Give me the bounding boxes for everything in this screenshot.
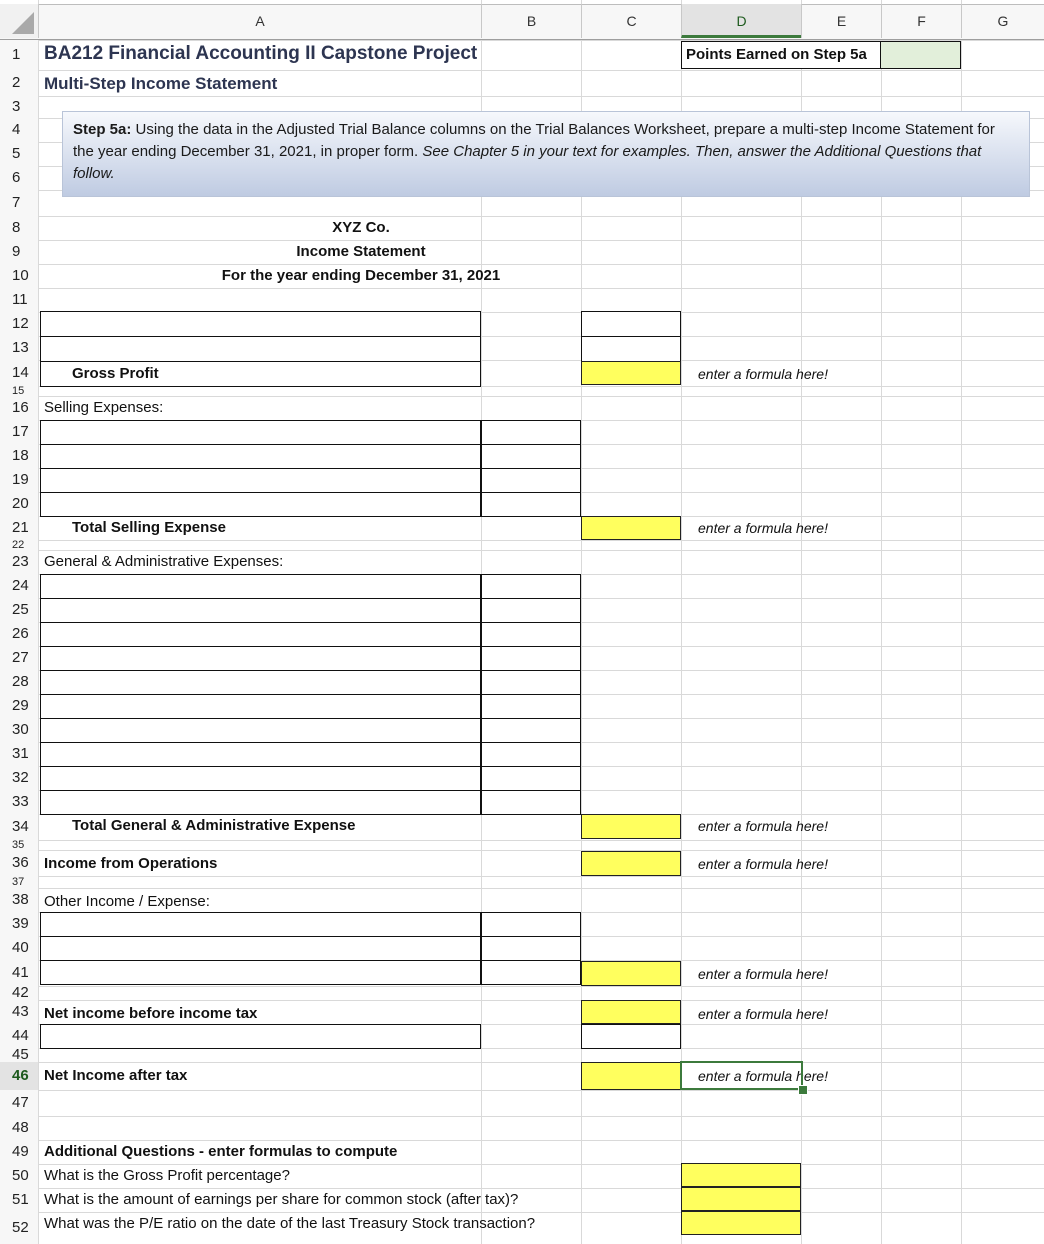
row-header-19[interactable]: 19 (0, 468, 38, 492)
question-eps: What is the amount of earnings per share for common stock (after tax)? (44, 1191, 519, 1208)
revenue-amount-2[interactable] (581, 336, 681, 362)
gross-profit-label: Gross Profit (72, 365, 159, 382)
total-other-cell[interactable] (581, 961, 681, 986)
instructions-italic: See Chapter 5 in your text for examples. Then, answer the Additional Questions that follow. (73, 143, 982, 182)
total-selling-label: Total Selling Expense (72, 519, 226, 536)
other-income-line-3[interactable] (40, 960, 481, 985)
other-income-amount-1[interactable] (481, 912, 581, 937)
row-header-21[interactable]: 21 (0, 516, 38, 540)
gross-profit-cell[interactable] (581, 361, 681, 385)
selling-expenses-label: Selling Expenses: (44, 399, 164, 416)
selling-expense-amount-4[interactable] (481, 492, 581, 517)
row-header-49[interactable]: 49 (0, 1140, 38, 1164)
row-header-30[interactable]: 30 (0, 718, 38, 742)
selling-expense-amount-3[interactable] (481, 468, 581, 493)
column-header-c[interactable]: C (581, 4, 681, 38)
row-header-3[interactable]: 3 (0, 96, 38, 118)
statement-period: For the year ending December 31, 2021 (221, 267, 501, 284)
row-header-40[interactable]: 40 (0, 936, 38, 960)
ga-expense-amount-4[interactable] (481, 646, 581, 671)
selling-expense-amount-2[interactable] (481, 444, 581, 469)
selling-expense-line-2[interactable] (40, 444, 481, 469)
instructions-step: Step 5a: (73, 121, 132, 138)
row-header-47[interactable]: 47 (0, 1090, 38, 1116)
net-income-before-tax-label: Net income before income tax (44, 1005, 258, 1022)
column-header-e[interactable]: E (801, 4, 881, 38)
income-tax-amount[interactable] (581, 1024, 681, 1049)
answer-eps[interactable] (681, 1187, 801, 1211)
row-header-26[interactable]: 26 (0, 622, 38, 646)
net-income-before-tax-cell[interactable] (581, 1000, 681, 1024)
row-header-12[interactable]: 12 (0, 312, 38, 336)
statement-name: Income Statement (296, 243, 426, 260)
ga-expense-amount-3[interactable] (481, 622, 581, 647)
row-header-38[interactable]: 38 (0, 888, 38, 912)
ga-expense-amount-7[interactable] (481, 718, 581, 743)
row-header-52[interactable]: 52 (0, 1212, 38, 1244)
row-header-32[interactable]: 32 (0, 766, 38, 790)
row-header-37[interactable]: 37 (0, 876, 38, 888)
row-header-6[interactable]: 6 (0, 166, 38, 190)
row-header-23[interactable]: 23 (0, 550, 38, 574)
ga-expense-line-5[interactable] (40, 670, 481, 695)
row-header-13[interactable]: 13 (0, 336, 38, 360)
row-header-50[interactable]: 50 (0, 1164, 38, 1188)
income-tax-line[interactable] (40, 1024, 481, 1049)
points-earned-value-cell[interactable] (881, 41, 961, 69)
ga-expense-line-6[interactable] (40, 694, 481, 719)
row-header-1[interactable]: 1 (0, 40, 38, 70)
row-header-2[interactable]: 2 (0, 70, 38, 96)
ga-expense-amount-1[interactable] (481, 574, 581, 599)
selling-expense-line-1[interactable] (40, 420, 481, 445)
income-from-operations-label: Income from Operations (44, 855, 218, 872)
column-header-f[interactable]: F (881, 4, 961, 38)
ga-expense-amount-9[interactable] (481, 766, 581, 791)
row-header-14[interactable]: 14 (0, 360, 38, 386)
selling-expense-line-4[interactable] (40, 492, 481, 517)
other-income-amount-2[interactable] (481, 936, 581, 961)
row-header-39[interactable]: 39 (0, 912, 38, 936)
row-header-33[interactable]: 33 (0, 790, 38, 814)
row-header-31[interactable]: 31 (0, 742, 38, 766)
row-header-43[interactable]: 43 (0, 1000, 38, 1024)
ga-expense-line-2[interactable] (40, 598, 481, 623)
ga-expenses-label: General & Administrative Expenses: (44, 553, 284, 570)
other-income-line-2[interactable] (40, 936, 481, 961)
formula-hint-nibt: enter a formula here! (698, 1006, 828, 1022)
row-header-44[interactable]: 44 (0, 1024, 38, 1048)
formula-hint-total-ga: enter a formula here! (698, 818, 828, 834)
row-header-45[interactable]: 45 (0, 1048, 38, 1062)
ga-expense-line-4[interactable] (40, 646, 481, 671)
formula-hint-other: enter a formula here! (698, 966, 828, 982)
row-header-41[interactable]: 41 (0, 960, 38, 986)
ga-expense-line-7[interactable] (40, 718, 481, 743)
other-income-label: Other Income / Expense: (44, 893, 210, 910)
row-header-36[interactable]: 36 (0, 850, 38, 876)
company-name: XYZ Co. (332, 219, 390, 236)
other-income-line-1[interactable] (40, 912, 481, 937)
row-header-42[interactable]: 42 (0, 986, 38, 1000)
row-header-17[interactable]: 17 (0, 420, 38, 444)
ga-expense-line-8[interactable] (40, 742, 481, 767)
selling-expense-line-3[interactable] (40, 468, 481, 493)
row-header-5[interactable]: 5 (0, 142, 38, 166)
sheet-subtitle: Multi-Step Income Statement (44, 74, 278, 93)
selected-cell-d46[interactable] (680, 1061, 803, 1090)
questions-header: Additional Questions - enter formulas to compute (44, 1143, 398, 1160)
row-header-27[interactable]: 27 (0, 646, 38, 670)
formula-hint-operations: enter a formula here! (698, 856, 828, 872)
column-header-g[interactable]: G (961, 4, 1044, 38)
formula-hint-niat: enter a formula here! (698, 1068, 828, 1084)
points-earned-label: Points Earned on Step 5a (681, 41, 881, 69)
formula-hint-total-selling: enter a formula here! (698, 520, 828, 536)
income-from-operations-cell[interactable] (581, 851, 681, 876)
answer-gross-profit-pct[interactable] (681, 1163, 801, 1187)
row-header-46[interactable]: 46 (0, 1062, 38, 1090)
ga-expense-amount-2[interactable] (481, 598, 581, 623)
row-header-8[interactable]: 8 (0, 216, 38, 240)
row-header-51[interactable]: 51 (0, 1188, 38, 1212)
row-header-20[interactable]: 20 (0, 492, 38, 516)
row-header-24[interactable]: 24 (0, 574, 38, 598)
ga-expense-amount-8[interactable] (481, 742, 581, 767)
instructions-box (62, 111, 1030, 197)
column-header-b[interactable]: B (481, 4, 581, 38)
row-header-18[interactable]: 18 (0, 444, 38, 468)
sheet-title: BA212 Financial Accounting II Capstone Project (44, 43, 478, 64)
ga-expense-line-9[interactable] (40, 766, 481, 791)
net-income-after-tax-cell[interactable] (581, 1062, 681, 1090)
total-ga-label: Total General & Administrative Expense (72, 817, 356, 834)
revenue-line-1[interactable] (40, 311, 481, 337)
row-header-29[interactable]: 29 (0, 694, 38, 718)
total-ga-cell[interactable] (581, 814, 681, 839)
net-income-after-tax-label: Net Income after tax (44, 1067, 188, 1084)
row-header-4[interactable]: 4 (0, 118, 38, 142)
ga-expense-amount-6[interactable] (481, 694, 581, 719)
row-header-22[interactable]: 22 (0, 540, 38, 550)
question-pe-ratio: What was the P/E ratio on the date of the last Treasury Stock transaction? (44, 1215, 536, 1232)
row-header-48[interactable]: 48 (0, 1116, 38, 1140)
row-header-28[interactable]: 28 (0, 670, 38, 694)
row-header-34[interactable]: 34 (0, 814, 38, 840)
row-header-9[interactable]: 9 (0, 240, 38, 264)
row-header-11[interactable]: 11 (0, 288, 38, 312)
column-header-a[interactable]: A (38, 4, 481, 38)
formula-hint-gross-profit: enter a formula here! (698, 366, 828, 382)
other-income-amount-3[interactable] (481, 960, 581, 985)
ga-expense-line-10[interactable] (40, 790, 481, 815)
row-header-25[interactable]: 25 (0, 598, 38, 622)
ga-expense-line-1[interactable] (40, 574, 481, 599)
fill-handle[interactable] (798, 1085, 808, 1095)
ga-expense-amount-5[interactable] (481, 670, 581, 695)
row-header-35[interactable]: 35 (0, 840, 38, 850)
column-header-d[interactable]: D (681, 4, 801, 38)
row-header-15[interactable]: 15 (0, 386, 38, 396)
select-all-corner[interactable] (0, 4, 38, 38)
ga-expense-amount-10[interactable] (481, 790, 581, 815)
ga-expense-line-3[interactable] (40, 622, 481, 647)
selling-expense-amount-1[interactable] (481, 420, 581, 445)
revenue-amount-1[interactable] (581, 311, 681, 337)
row-header-7[interactable]: 7 (0, 190, 38, 216)
answer-pe-ratio[interactable] (681, 1211, 801, 1235)
row-header-16[interactable]: 16 (0, 396, 38, 420)
revenue-line-2[interactable] (40, 336, 481, 362)
instructions-text: Using the data in the Adjusted Trial Balance columns on the Trial Balances Worksheet, prepare a multi-step Income Statement for the year ending December 31, 2021, in proper form. (73, 121, 995, 160)
question-gross-profit-pct: What is the Gross Profit percentage? (44, 1167, 290, 1184)
row-header-10[interactable]: 10 (0, 264, 38, 288)
total-selling-cell[interactable] (581, 516, 681, 540)
